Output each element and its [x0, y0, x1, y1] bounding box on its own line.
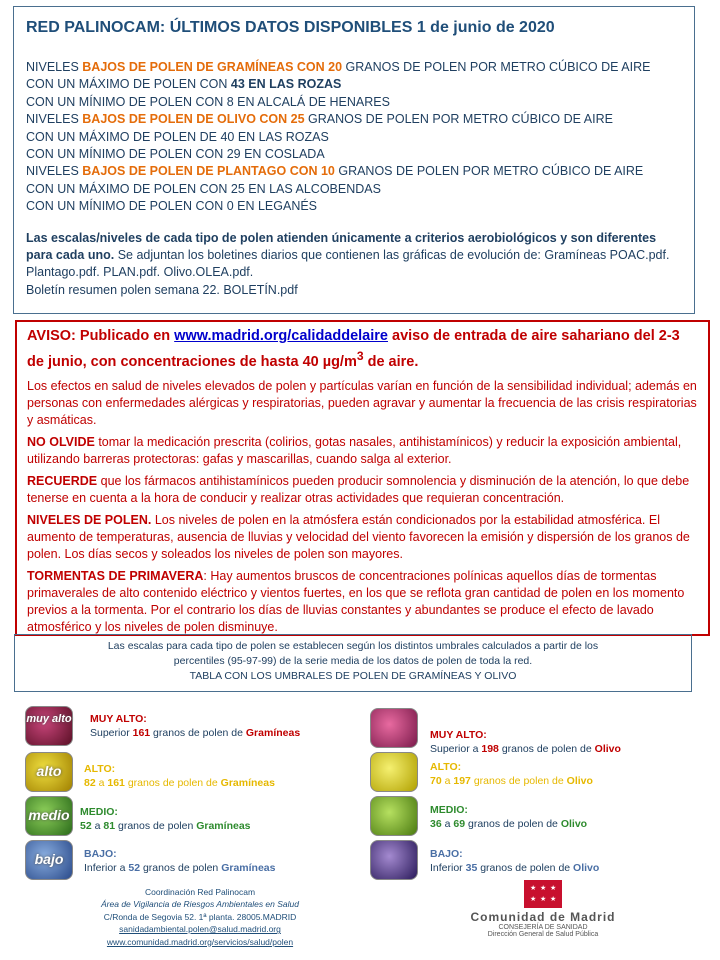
bajo-badge-olivo — [370, 840, 418, 880]
level-alto-olivo: ALTO: 70 a 197 granos de polen de Olivo — [430, 761, 593, 787]
alto-badge-gramineas: alto — [25, 752, 73, 792]
bajo-badge-gramineas: bajo — [25, 840, 73, 880]
level-bajo-gramineas: BAJO: Inferior a 52 granos de polen Gramíneas — [84, 848, 276, 874]
website-link[interactable]: www.comunidad.madrid.org/servicios/salud/polen — [106, 936, 294, 947]
madrid-flag-icon: ★ ★ ★ ★ ★ ★ — [524, 880, 562, 908]
medio-badge-olivo — [370, 796, 418, 836]
email-link[interactable]: sanidadambiental.polen@salud.madrid.org — [119, 924, 281, 935]
tormentas: TORMENTAS DE PRIMAVERA: Hay aumentos bruscos de concentraciones polínicas aquellos días de tormentas primaverales de alto contenido eléctrico y vientos fuertes, en los que se reflota gran cantidad de polen en los momento previos a la tormenta. Por el contrario los días de lluvias constantes y abundantes se produce el efecto de lavado atmosférico y los niveles de polen disminuye. — [27, 568, 685, 634]
health-effects: Los efectos en salud de niveles elevados de polen y partículas varían en función de la sensibilidad individual; además en personas con enfermedades alérgicas y respiratorias, pueden agravar y aumentar la frecuencia de las crisis respiratorias y asmáticas. — [27, 378, 697, 427]
latest-data-box — [13, 6, 695, 314]
line: CON UN MÍNIMO DE POLEN CON 0 EN LEGANÉS — [26, 199, 318, 214]
line: CON UN MÍNIMO DE POLEN CON 29 EN COSLADA — [26, 147, 325, 162]
comunidad-madrid-logo: ★ ★ ★ ★ ★ ★ Comunidad de Madrid CONSEJERÍA DE SANIDAD Dirección General de Salud Pública — [428, 880, 658, 942]
scales-note: Las escalas/niveles de cada tipo de polen atienden únicamente a criterios aerobiológicos y son diferentes para cada uno. Se adjuntan los boletines diarios que contienen las gráficas de evolución de: Gramíneas POAC.pdf. Plantago.pdf. PLAN.pdf. Olivo.OLEA.pdf. — [26, 230, 670, 280]
no-olvide: NO OLVIDE tomar la medicación prescrita (colirios, gotas nasales, antihistamínicos) y reducir la exposición ambiental, utilizando barreras protectoras: gafas y mascarillas, cuando salga al exterior. — [27, 434, 682, 466]
thresholds-box — [14, 634, 692, 692]
level-muy-alto-gramineas: MUY ALTO: Superior 161 granos de polen de Gramíneas — [90, 713, 301, 739]
level-muy-alto-olivo: MUY ALTO: Superior a 198 granos de polen de Olivo — [430, 729, 621, 755]
thresholds-intro: Las escalas para cada tipo de polen se establecen según los distintos umbrales calculados a partir de los percentiles (95-97-99) de la serie media de los datos de polen de toda la red. — [107, 640, 599, 667]
alto-badge-olivo — [370, 752, 418, 792]
muy-alto-badge-gramineas: muy alto — [25, 706, 73, 746]
medio-badge-gramineas: medio — [25, 796, 73, 836]
recuerde: RECUERDE que los fármacos antihistamínicos pueden producir somnolencia y disminución de la atención, lo que debe tenerse en cuenta a la hora de conducir y realizar otras actividades que requieran concentración. — [27, 473, 690, 505]
line: CON UN MÁXIMO DE POLEN DE 40 EN LAS ROZAS — [26, 129, 329, 144]
level-bajo-olivo: BAJO: Inferior 35 granos de polen de Olivo — [430, 848, 600, 874]
report-title: RED PALINOCAM: ÚLTIMOS DATOS DISPONIBLES 1 de junio de 2020 — [26, 19, 555, 36]
summary-link[interactable]: Boletín resumen polen semana 22. BOLETÍN.pdf — [26, 282, 298, 297]
niveles-polen: NIVELES DE POLEN. Los niveles de polen en la atmósfera están condicionados por la estabilidad atmosférica. El aumento de temperaturas, ausencia de lluvias y velocidad del viento favorecen la emisión y dispersión de los granos de polen. Los días secos y soleados los niveles de polen son mayores. — [27, 512, 690, 561]
line: CON UN MÍNIMO DE POLEN CON 8 EN ALCALÁ DE HENARES — [26, 94, 390, 109]
level-medio-gramineas: MEDIO: 52 a 81 granos de polen Gramíneas — [80, 806, 251, 832]
muy-alto-badge-olivo — [370, 708, 418, 748]
calidad-aire-link[interactable]: www.madrid.org/calidaddelaire — [174, 328, 388, 344]
line: NIVELES BAJOS DE POLEN DE PLANTAGO CON 10 GRANOS DE POLEN POR METRO CÚBICO DE AIRE — [26, 164, 644, 179]
line: NIVELES BAJOS DE POLEN DE OLIVO CON 25 GRANOS DE POLEN POR METRO CÚBICO DE AIRE — [26, 112, 613, 127]
line: NIVELES BAJOS DE POLEN DE GRAMÍNEAS CON 20 GRANOS DE POLEN POR METRO CÚBICO DE AIRE — [26, 60, 651, 74]
level-alto-gramineas: ALTO: 82 a 161 granos de polen de Gramíneas — [84, 763, 275, 789]
line: CON UN MÁXIMO DE POLEN CON 43 EN LAS ROZAS — [26, 77, 342, 92]
warning-box — [15, 320, 710, 636]
line: CON UN MÁXIMO DE POLEN CON 25 EN LAS ALCOBENDAS — [26, 181, 381, 196]
level-medio-olivo: MEDIO: 36 a 69 granos de polen de Olivo — [430, 804, 588, 830]
footer: Coordinación Red Palinocam Área de Vigilancia de Riesgos Ambientales en Salud C/Ronda de Segovia 52. 1ª planta. 28005.MADRID sanidadambiental.polen@salud.madrid.org www.comunidad.madrid.org/servicios/salud/polen — [50, 886, 350, 948]
aviso-text: AVISO: Publicado en www.madrid.org/calidaddelaire aviso de entrada de aire sahariano del 2-3 de junio, con concentraciones de hasta 40 $\mu g/m^3$ de aire. — [27, 328, 680, 370]
thresholds-title: TABLA CON LOS UMBRALES DE POLEN DE GRAMÍNEAS Y OLIVO — [189, 670, 517, 682]
